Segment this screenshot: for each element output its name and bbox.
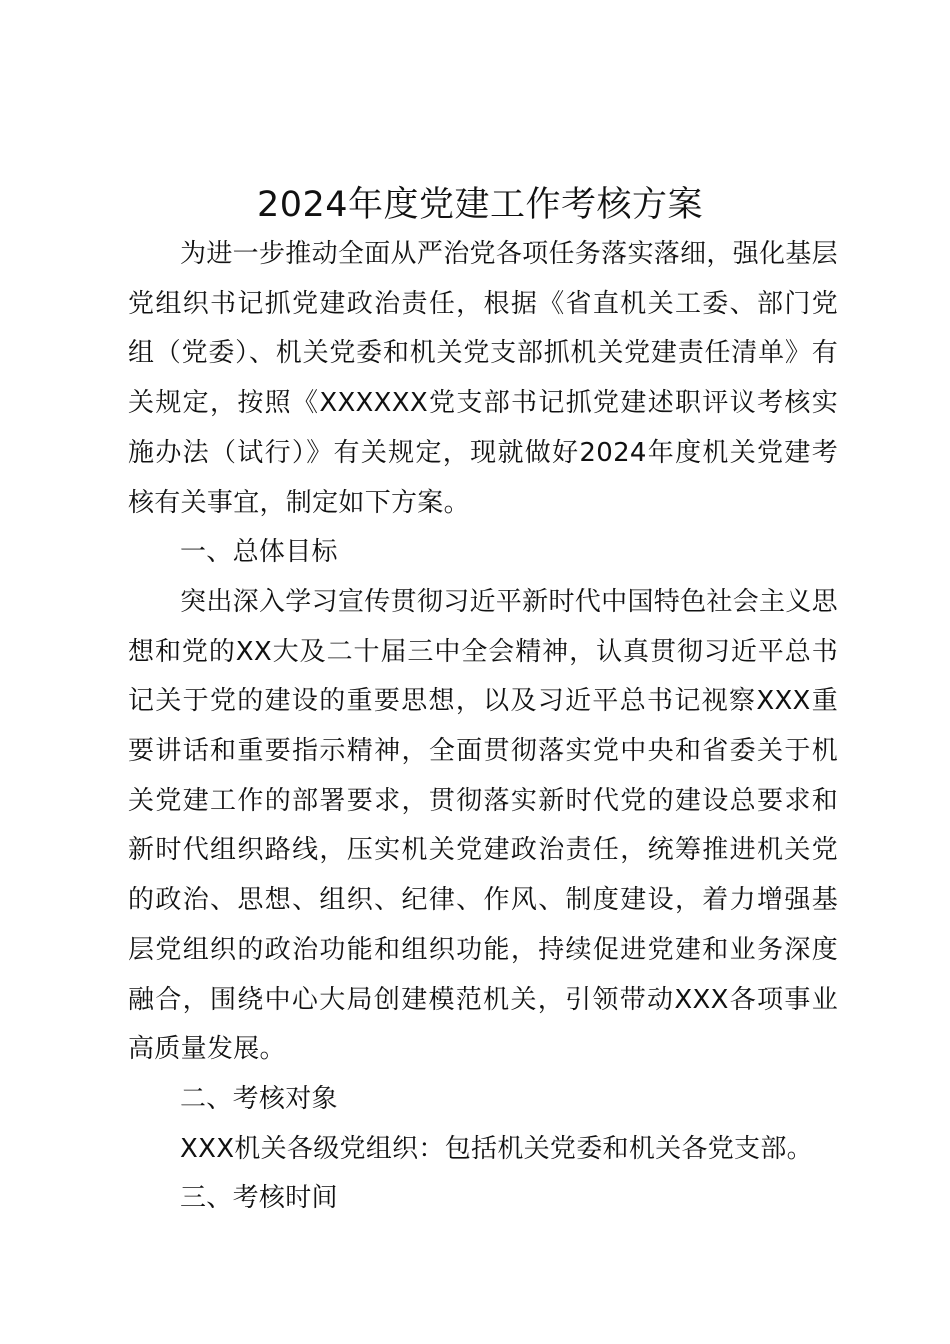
document-body	[128, 230, 838, 1224]
goals-paragraph: 突出深入学习宣传贯彻习近平新时代中国特色社会主义思想和党的XX大及二十届三中全会精神，认真贯彻习近平总书记关于党的建设的重要思想，以及习近平总书记视察XXX重要讲话和重要指示精神，全面贯彻落实党中央和省委关于机关党建工作的部署要求，贯彻落实新时代党的建设总要求和新时代组织路线，压实机关党建政治责任，统筹推进机关党的政治、思想、组织、纪律、作风、制度建设，着力增强基层党组织的政治功能和组织功能，持续促进党建和业务深度融合，围绕中心大局创建模范机关，引领带动XXX各项事业高质量发展。	[128, 586, 838, 1065]
document-title: 2024年度党建工作考核方案	[256, 185, 704, 225]
targets-paragraph: XXX机关各级党组织：包括机关党委和机关各党支部。	[180, 1133, 813, 1164]
intro-paragraph: 为进一步推动全面从严治党各项任务落实落细，强化基层党组织书记抓党建政治责任，根据《省直机关工委、部门党组（党委）、机关党委和机关党支部抓机关党建责任清单》有关规定，按照《XXXXXX党支部书记抓党建述职评议考核实施办法（试行）》有关规定，现就做好2024年度机关党建考核有关事宜，制定如下方案。	[128, 239, 838, 518]
section-heading-goals: 一、总体目标	[180, 537, 338, 568]
section-heading-time: 三、考核时间	[180, 1183, 338, 1214]
section-heading-targets: 二、考核对象	[180, 1083, 338, 1114]
